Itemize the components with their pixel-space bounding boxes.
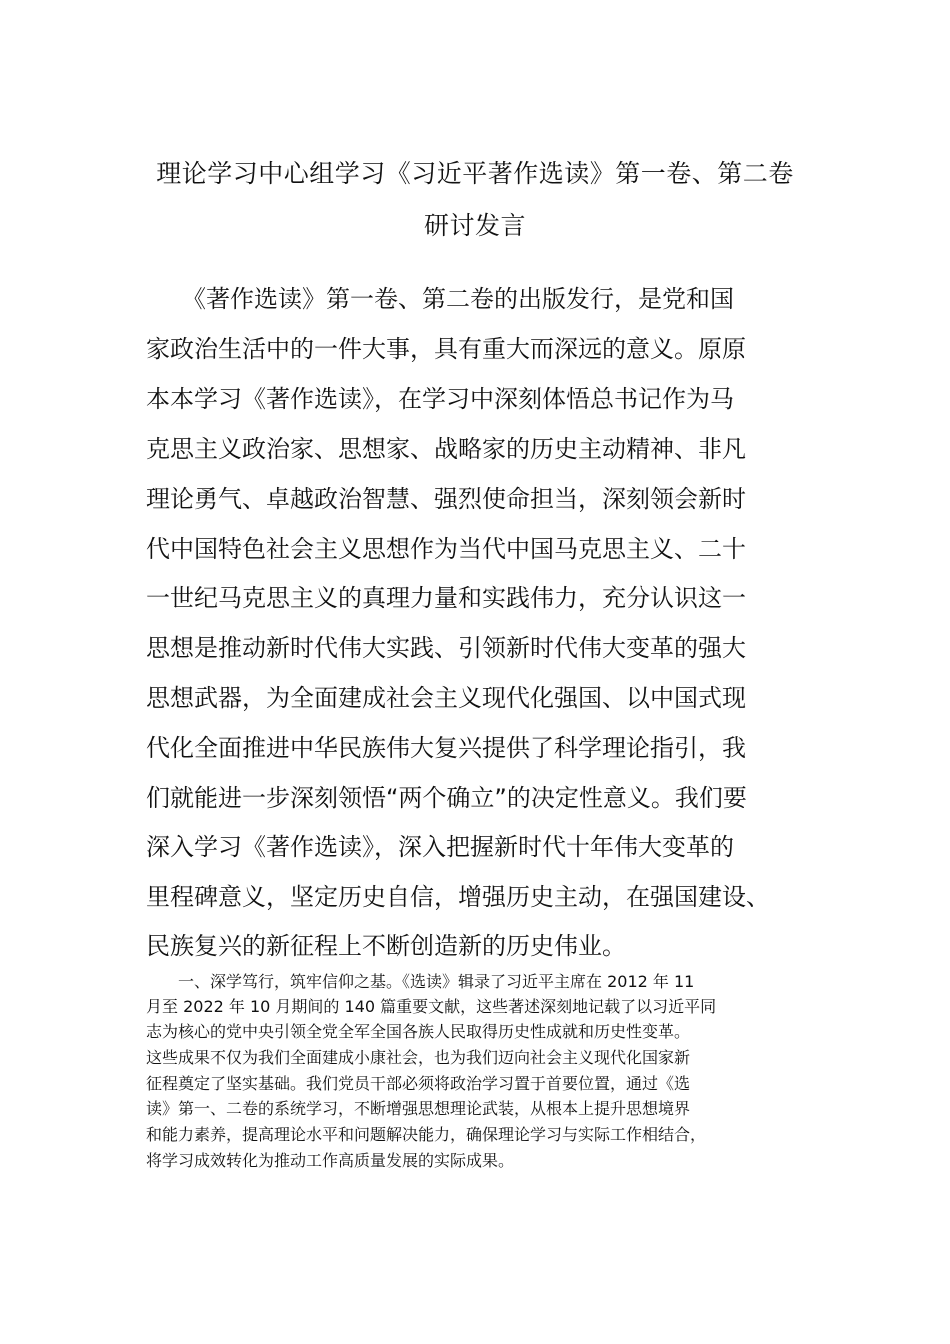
intro-line: 家政治生活中的一件大事，具有重大而深远的意义。原原 bbox=[146, 335, 746, 363]
document-title-line-2: 研讨发言 bbox=[423, 211, 526, 240]
intro-line: 代化全面推进中华民族伟大复兴提供了科学理论指引，我 bbox=[146, 734, 746, 762]
intro-line: 一世纪马克思主义的真理力量和实践伟力，充分认识这一 bbox=[146, 584, 746, 612]
section-1-line: 征程奠定了坚实基础。我们党员干部必须将政治学习置于首要位置，通过《选 bbox=[146, 1074, 691, 1093]
intro-line: 深入学习《著作选读》，深入把握新时代十年伟大变革的 bbox=[146, 833, 734, 861]
intro-line: 思想武器，为全面建成社会主义现代化强国、以中国式现 bbox=[146, 684, 746, 712]
intro-line: 克思主义政治家、思想家、战略家的历史主动精神、非凡 bbox=[146, 435, 746, 463]
intro-line: 代中国特色社会主义思想作为当代中国马克思主义、二十 bbox=[146, 535, 746, 563]
intro-line: 民族复兴的新征程上不断创造新的历史伟业。 bbox=[146, 932, 626, 960]
intro-line: 本本学习《著作选读》，在学习中深刻体悟总书记作为马 bbox=[146, 385, 734, 413]
document-title-line-1: 理论学习中心组学习《习近平著作选读》第一卷、第二卷 bbox=[156, 159, 794, 188]
intro-line: 里程碑意义，坚定历史自信，增强历史主动，在强国建设、 bbox=[146, 883, 770, 911]
intro-line: 《著作选读》第一卷、第二卷的出版发行，是党和国 bbox=[146, 285, 734, 313]
section-1-line: 将学习成效转化为推动工作高质量发展的实际成果。 bbox=[146, 1151, 515, 1170]
section-1-line: 读》第一、二卷的系统学习，不断增强思想理论武装，从根本上提升思想境界 bbox=[146, 1099, 691, 1118]
section-1-line: 志为核心的党中央引领全党全军全国各族人民取得历史性成就和历史性变革。 bbox=[146, 1022, 691, 1041]
intro-line: 思想是推动新时代伟大实践、引领新时代伟大变革的强大 bbox=[146, 634, 746, 662]
section-1-line: 月至 2022 年 10 月期间的 140 篇重要文献，这些著述深刻地记载了以习近平同 bbox=[146, 997, 717, 1016]
intro-line: 们就能进一步深刻领悟“两个确立”的决定性意义。我们要 bbox=[146, 784, 747, 812]
section-1-line: 和能力素养，提高理论水平和问题解决能力，确保理论学习与实际工作相结合， bbox=[146, 1125, 707, 1144]
section-1-line: 一、深学笃行，筑牢信仰之基。《选读》辑录了习近平主席在 2012 年 11 bbox=[146, 972, 695, 991]
section-1-line: 这些成果不仅为我们全面建成小康社会，也为我们迈向社会主义现代化国家新 bbox=[146, 1048, 691, 1067]
intro-line: 理论勇气、卓越政治智慧、强烈使命担当，深刻领会新时 bbox=[146, 485, 746, 513]
